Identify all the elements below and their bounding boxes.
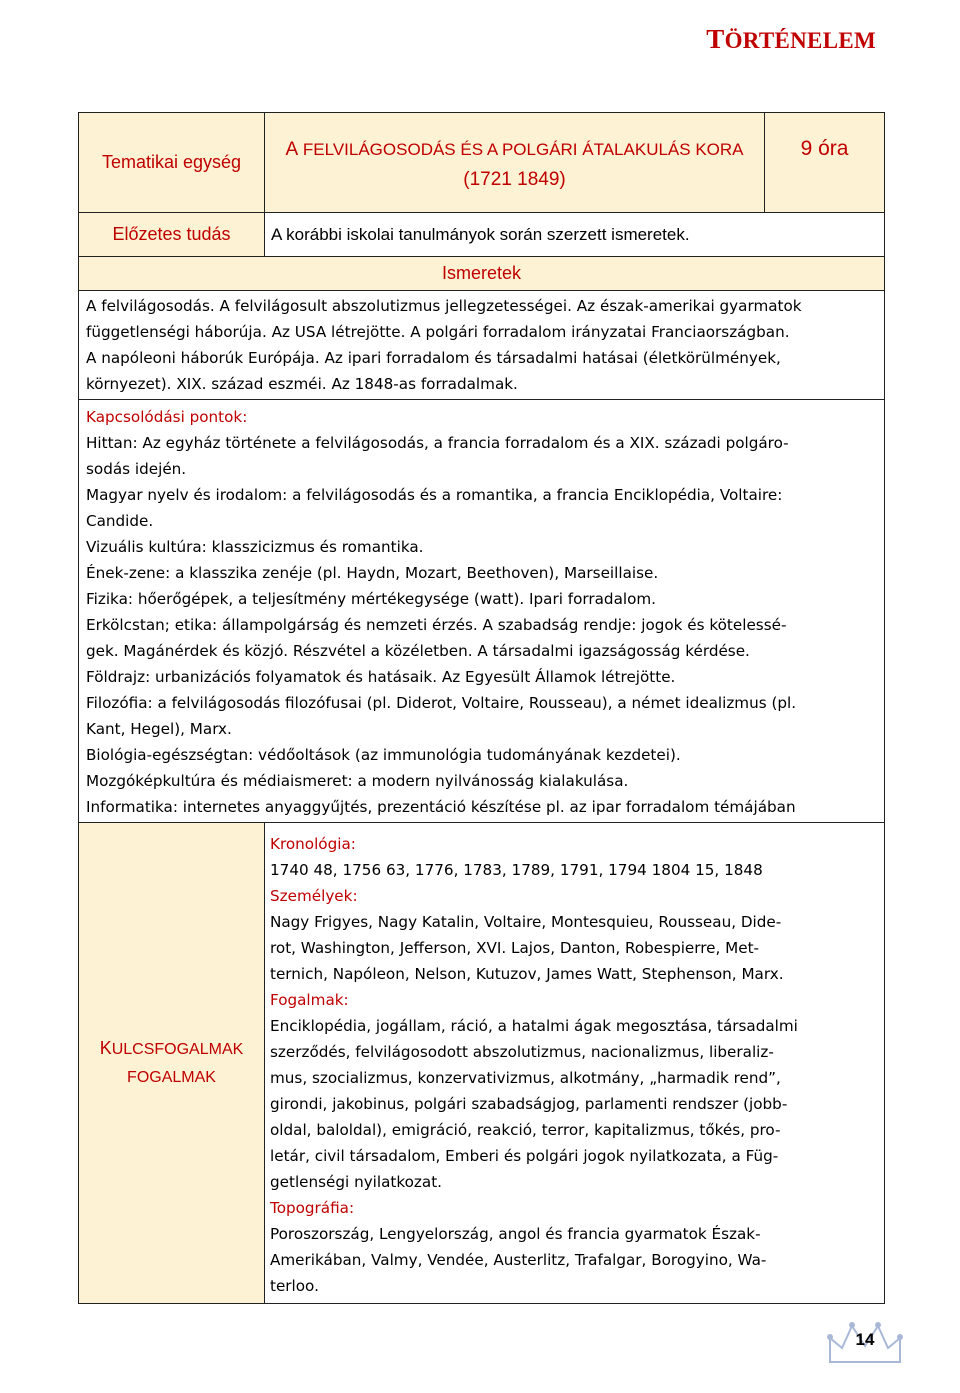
szemelyek-line: Nagy Frigyes, Nagy Katalin, Voltaire, Montesquieu, Rousseau, Dide-: [270, 913, 782, 931]
szemelyek-heading: Személyek:: [270, 887, 358, 905]
page-number: 14: [855, 1330, 875, 1349]
topografia-heading: Topográfia:: [270, 1199, 355, 1217]
kapcsolodasi-line: Erkölcstan; etika: állampolgárság és nemzeti érzés. A szabadság rendje: jogok és kötelessé-: [86, 616, 787, 634]
kapcsolodasi-line: Hittan: Az egyház története a felvilágosodás, a francia forradalom és a XIX. századi polgáro-: [86, 434, 789, 452]
fogalmak-line: letár, civil társadalom, Emberi és polgári jogok nyilatkozata, a Füg-: [270, 1147, 779, 1165]
curriculum-table: [78, 112, 885, 1304]
hours-value: 9 óra: [765, 113, 885, 213]
fogalmak-line: mus, szocializmus, konzervativizmus, alkotmány, „harmadik rend”,: [270, 1069, 781, 1087]
unit-years: (1721 1849): [463, 168, 566, 190]
kapcsolodasi-line: Ének-zene: a klasszika zenéje (pl. Haydn, Mozart, Beethoven), Marseillaise.: [86, 564, 659, 582]
key-concepts-content: [265, 823, 885, 1304]
topografia-line: terloo.: [270, 1277, 319, 1295]
ismeretek-line: A napóleoni háborúk Európája. Az ipari forradalom és társadalmi hatásai (életkörülmények,: [86, 349, 781, 367]
fogalmak-title: FOGALMAK: [127, 1069, 216, 1086]
kapcsolodasi-line: Informatika: internetes anyaggyűjtés, prezentáció készítése pl. az ipar forradalom témájában: [86, 798, 796, 816]
kapcsolodasi-line: Kant, Hegel), Marx.: [86, 720, 232, 738]
fogalmak-line: oldal, baloldal), emigráció, reakció, terror, kapitalizmus, tőkés, pro-: [270, 1121, 781, 1139]
topografia-line: Amerikában, Valmy, Vendée, Austerlitz, Trafalgar, Borogyino, Wa-: [270, 1251, 767, 1269]
page-number-badge: [820, 1318, 910, 1368]
knowledge-row: [79, 291, 885, 400]
unit-title-cell: [265, 113, 765, 213]
kapcsolodasi-line: Candide.: [86, 512, 154, 530]
kronologia-text: 1740 48, 1756 63, 1776, 1783, 1789, 1791, 1794 1804 15, 1848: [270, 861, 763, 879]
ismeretek-text: [79, 291, 885, 400]
kronologia-heading: Kronológia:: [270, 835, 356, 853]
kapcsolodasi-line: Vizuális kultúra: klasszicizmus és romantika.: [86, 538, 424, 556]
ismeretek-heading: Ismeretek: [79, 257, 885, 291]
prior-knowledge-row: [79, 213, 885, 257]
ismeretek-line: környezet). XIX. század eszméi. Az 1848-as forradalmak.: [86, 375, 518, 393]
header-row: [79, 113, 885, 213]
kapcsolodasi-line: Fizika: hőerőgépek, a teljesítmény mértékegysége (watt). Ipari forradalom.: [86, 590, 657, 608]
kapcsolodasi-line: Filozófia: a felvilágosodás filozófusai (pl. Diderot, Voltaire, Rousseau), a német idealizmus (pl.: [86, 694, 797, 712]
fogalmak-heading: Fogalmak:: [270, 991, 349, 1009]
szemelyek-line: rot, Washington, Jefferson, XVI. Lajos, Danton, Robespierre, Met-: [270, 939, 760, 957]
kulcsfogalmak-title: KULCSFOGALMAK: [99, 1038, 244, 1058]
ismeretek-line: A felvilágosodás. A felvilágosult abszolutizmus jellegzetességei. Az észak-amerikai gyarmatok: [86, 297, 802, 315]
kapcsolodasi-line: gek. Magánérdek és közjó. Részvétel a közéletben. A társadalmi igazságosság kérdése.: [86, 642, 750, 660]
connections-row: [79, 400, 885, 823]
topografia-line: Poroszország, Lengyelország, angol és francia gyarmatok Észak-: [270, 1225, 761, 1243]
fogalmak-line: getlenségi nyilatkozat.: [270, 1173, 442, 1191]
kulcsfogalmak-label: [79, 823, 265, 1304]
page-header-title: TÖRTÉNELEM: [706, 24, 876, 54]
key-concepts-row: [79, 823, 885, 1304]
kapcsolodasi-heading: Kapcsolódási pontok:: [86, 408, 248, 426]
kapcsolodasi-line: sodás idején.: [86, 460, 187, 478]
kapcsolodasi-line: Biológia-egészségtan: védőoltások (az immunológia tudományának kezdetei).: [86, 746, 681, 764]
kapcsolodasi-line: Mozgóképkultúra és médiaismeret: a modern nyilvánosság kialakulása.: [86, 772, 629, 790]
kapcsolodasi-line: Földrajz: urbanizációs folyamatok és hatásaik. Az Egyesült Államok létrejötte.: [86, 668, 676, 686]
kapcsolodasi-section: [79, 400, 885, 823]
elozetes-text: A korábbi iskolai tanulmányok során szerzett ismeretek.: [265, 213, 885, 257]
szemelyek-line: ternich, Napóleon, Nelson, Kutuzov, James Watt, Stephenson, Marx.: [270, 965, 784, 983]
unit-title: A FELVILÁGOSODÁS ÉS A POLGÁRI ÁTALAKULÁS KORA: [285, 138, 744, 160]
fogalmak-line: girondi, jakobinus, polgári szabadságjog, parlamenti rendszer (jobb-: [270, 1095, 788, 1113]
fogalmak-line: Enciklopédia, jogállam, ráció, a hatalmi ágak megosztása, társadalmi: [270, 1017, 798, 1035]
kapcsolodasi-line: Magyar nyelv és irodalom: a felvilágosodás és a romantika, a francia Enciklopédia, Voltaire:: [86, 486, 783, 504]
fogalmak-line: szerződés, felvilágosodott abszolutizmus, nacionalizmus, liberaliz-: [270, 1043, 774, 1061]
elozetes-label: Előzetes tudás: [79, 213, 265, 257]
tematikai-label: Tematikai egység: [79, 113, 265, 213]
ismeretek-line: függetlenségi háborúja. Az USA létrejötte. A polgári forradalom irányzatai Franciaországban.: [86, 323, 790, 341]
knowledge-heading-row: [79, 257, 885, 291]
